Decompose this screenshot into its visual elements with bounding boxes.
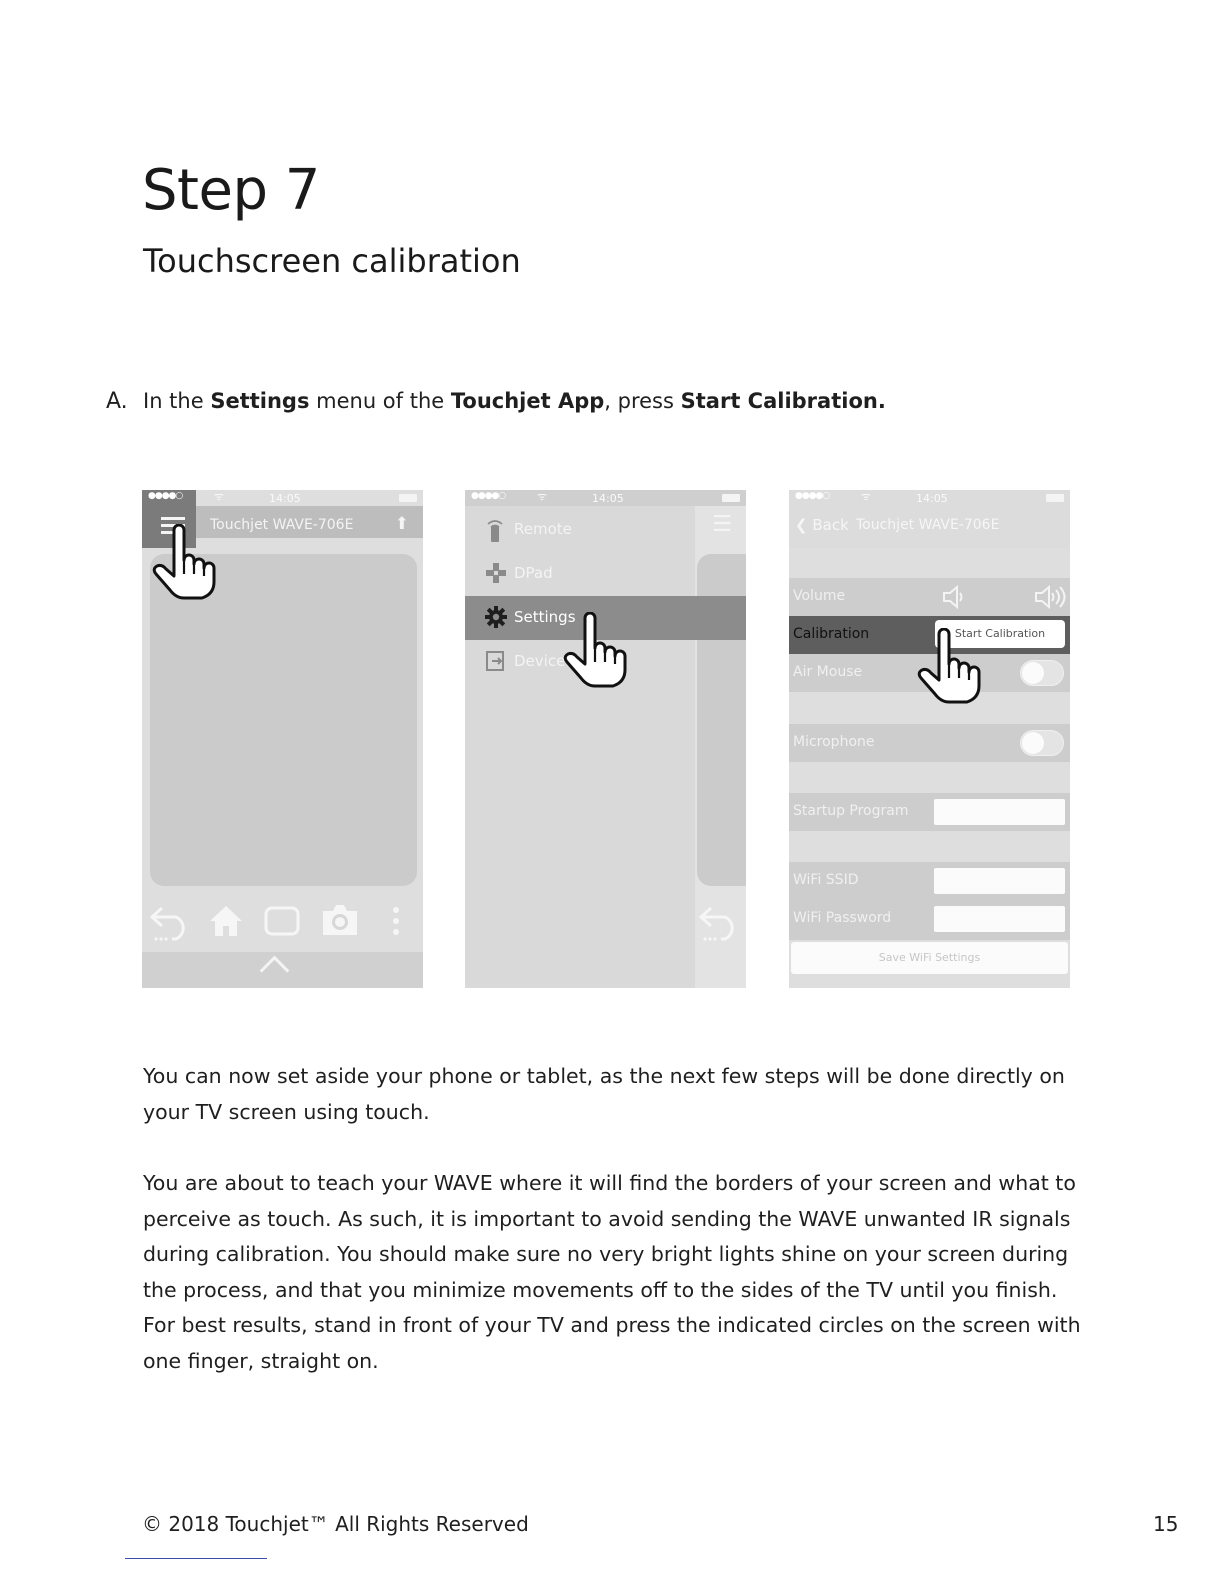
status-bar <box>789 490 1070 506</box>
footer-divider <box>125 1558 267 1559</box>
menu-item-label: Remote <box>514 520 572 538</box>
menu-item-label: Settings <box>514 608 576 626</box>
app-title: Touchjet WAVE-706E <box>210 517 354 533</box>
dpad-icon <box>485 562 507 589</box>
status-bar <box>465 490 746 506</box>
status-bar <box>142 490 423 506</box>
upload-icon[interactable]: ⬆ <box>394 514 409 534</box>
back-icon <box>697 902 743 942</box>
body-paragraph: You can now set aside your phone or tablet, as the next few steps will be done directly on your TV screen using touch. <box>143 1064 1065 1124</box>
wifi-password-label: WiFi Password <box>793 910 892 926</box>
signal-icon: ●●●●○ <box>148 491 183 501</box>
menu-item-label: DPad <box>514 564 553 582</box>
battery-icon <box>722 494 740 502</box>
startup-program-label: Startup Program <box>793 803 909 819</box>
screenshot-settings <box>789 490 1070 988</box>
wifi-icon: ᯤ <box>537 490 548 503</box>
menu-item-dpad[interactable] <box>465 552 746 596</box>
status-time: 14:05 <box>916 492 948 505</box>
startup-program-input[interactable] <box>934 799 1065 825</box>
air-mouse-label: Air Mouse <box>793 664 863 680</box>
chevron-left-icon: ❮ <box>795 516 808 534</box>
recent-apps-icon[interactable] <box>264 906 300 936</box>
microphone-row <box>789 724 1070 762</box>
wifi-ssid-input[interactable] <box>934 868 1065 894</box>
status-time: 14:05 <box>269 492 301 505</box>
battery-icon <box>1046 494 1064 502</box>
app-title: Touchjet WAVE-706E <box>856 517 1000 533</box>
calibration-label: Calibration <box>793 626 870 642</box>
signal-icon: ●●●●○ <box>471 491 506 501</box>
volume-row <box>789 578 1070 616</box>
more-icon[interactable] <box>390 906 402 938</box>
menu-item-label: Device <box>514 652 566 670</box>
volume-label: Volume <box>793 588 846 604</box>
menu-item-remote[interactable] <box>465 508 746 552</box>
gear-icon <box>485 606 507 633</box>
body-paragraph: You are about to teach your WAVE where it will find the borders of your screen and what to perceive as touch. As such, it is important to avoid sending the WAVE unwanted IR signals during calibration. You should make sure no very bright lights shine on your screen during the process, and that you minimize movements off to the sides of the TV until you finish. For best results, stand in front of your TV and press the indicated circles on the screen with one finger, straight on. <box>143 1171 1081 1373</box>
startup-program-row <box>789 793 1070 831</box>
screenshot-home <box>142 490 423 988</box>
status-time: 14:05 <box>592 492 624 505</box>
bottom-nav <box>142 892 423 950</box>
step-letter: A. <box>106 389 128 414</box>
volume-down-icon[interactable] <box>941 584 967 610</box>
back-label: Back <box>812 516 849 534</box>
pointing-hand-icon <box>917 628 987 704</box>
volume-up-icon[interactable] <box>1033 584 1069 610</box>
touchpad-area[interactable] <box>150 554 417 886</box>
page-subtitle: Touchscreen calibration <box>143 242 521 280</box>
back-button[interactable] <box>795 516 849 534</box>
camera-icon[interactable] <box>320 902 360 938</box>
battery-icon <box>399 494 417 502</box>
back-icon[interactable] <box>148 902 194 942</box>
wifi-rows <box>789 862 1070 940</box>
wifi-password-input[interactable] <box>934 906 1065 932</box>
pointing-hand-icon <box>152 524 222 600</box>
wifi-ssid-label: WiFi SSID <box>793 872 859 888</box>
device-icon <box>485 650 507 677</box>
page-number: 15 <box>1153 1512 1179 1536</box>
hamburger-icon[interactable]: ☰ <box>712 512 732 537</box>
wifi-icon: ᯤ <box>214 490 225 503</box>
save-wifi-button[interactable]: Save WiFi Settings <box>791 942 1068 974</box>
start-calibration-button[interactable]: Start Calibration <box>935 620 1065 648</box>
microphone-label: Microphone <box>793 734 875 750</box>
signal-icon: ●●●●○ <box>795 491 830 501</box>
home-icon[interactable] <box>208 904 244 938</box>
footer-copyright: © 2018 Touchjet™ All Rights Reserved <box>142 1512 529 1536</box>
screenshot-menu <box>465 490 746 988</box>
air-mouse-toggle[interactable] <box>1020 660 1064 686</box>
remote-icon <box>485 518 505 547</box>
microphone-toggle[interactable] <box>1020 730 1064 756</box>
pointing-hand-icon <box>563 612 633 688</box>
instruction-text: In the Settings menu of the Touchjet App, press Start Calibration. <box>143 389 886 413</box>
page-title: Step 7 <box>142 158 320 223</box>
wifi-icon: ᯤ <box>861 490 872 503</box>
